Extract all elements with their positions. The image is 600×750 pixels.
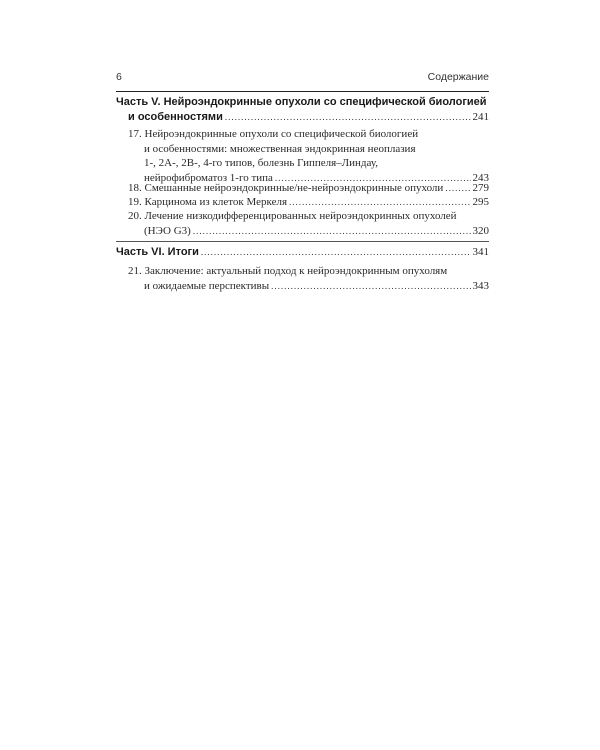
toc-part-5 xyxy=(116,95,489,125)
leader-dots xyxy=(201,245,471,260)
page-ref: 295 xyxy=(472,196,489,208)
leader-dots xyxy=(193,224,471,239)
header-rule xyxy=(116,91,489,92)
running-header xyxy=(116,69,489,89)
page-ref: 341 xyxy=(472,246,489,258)
toc-entry-19 xyxy=(116,195,489,210)
entry-last-line: 18. Смешанные нейроэндокринные/не-нейроэндокринные опухоли ..... 279 xyxy=(116,181,489,196)
leader-dots xyxy=(225,110,471,125)
leader-dots xyxy=(289,195,470,210)
entry-line: 20. Лечение низкодифференцированных нейроэндокринных опухолей xyxy=(128,210,457,222)
entry-last-line: нейрофиброматоз 1-го типа ..... 243 xyxy=(116,171,489,186)
leader-dots xyxy=(445,181,470,196)
part-6-title: Часть VI. Итоги ..... 341 xyxy=(116,245,489,260)
page-ref: 243 xyxy=(472,171,489,184)
leader-dots xyxy=(271,279,470,294)
page-ref: 343 xyxy=(472,279,489,292)
page-ref: 279 xyxy=(472,182,489,194)
entry-line: 1-, 2A-, 2B-, 4-го типов, болезнь Гиппеля–Линдау, xyxy=(144,157,378,169)
running-title: Содержание xyxy=(427,71,489,83)
entry-line: 21. Заключение: актуальный подход к нейроэндокринным опухолям xyxy=(128,265,448,277)
section-divider xyxy=(116,241,489,242)
toc-entry-17 xyxy=(116,127,489,185)
entry-last-line: (НЭО G3) ..... 320 xyxy=(116,224,489,239)
entry-last-line: 19. Карцинома из клеток Меркеля ..... 295 xyxy=(116,195,489,210)
entry-line: 17. Нейроэндокринные опухоли со специфической биологией xyxy=(128,128,419,140)
page-number: 6 xyxy=(116,71,122,83)
page-ref: 241 xyxy=(472,111,489,123)
toc-part-6 xyxy=(116,245,489,260)
toc-entry-18 xyxy=(116,181,489,196)
part-5-title-line2: и особенностями ..... 241 xyxy=(116,110,489,125)
part-5-title-line1: Часть V. Нейроэндокринные опухоли со специфической биологией xyxy=(116,96,487,108)
toc-entry-20 xyxy=(116,209,489,238)
page-ref: 320 xyxy=(472,224,489,237)
entry-last-line: и ожидаемые перспективы ..... 343 xyxy=(116,279,489,294)
toc-entry-21 xyxy=(116,264,489,293)
entry-line: и особенностями: множественная эндокринная неоплазия xyxy=(144,142,416,155)
